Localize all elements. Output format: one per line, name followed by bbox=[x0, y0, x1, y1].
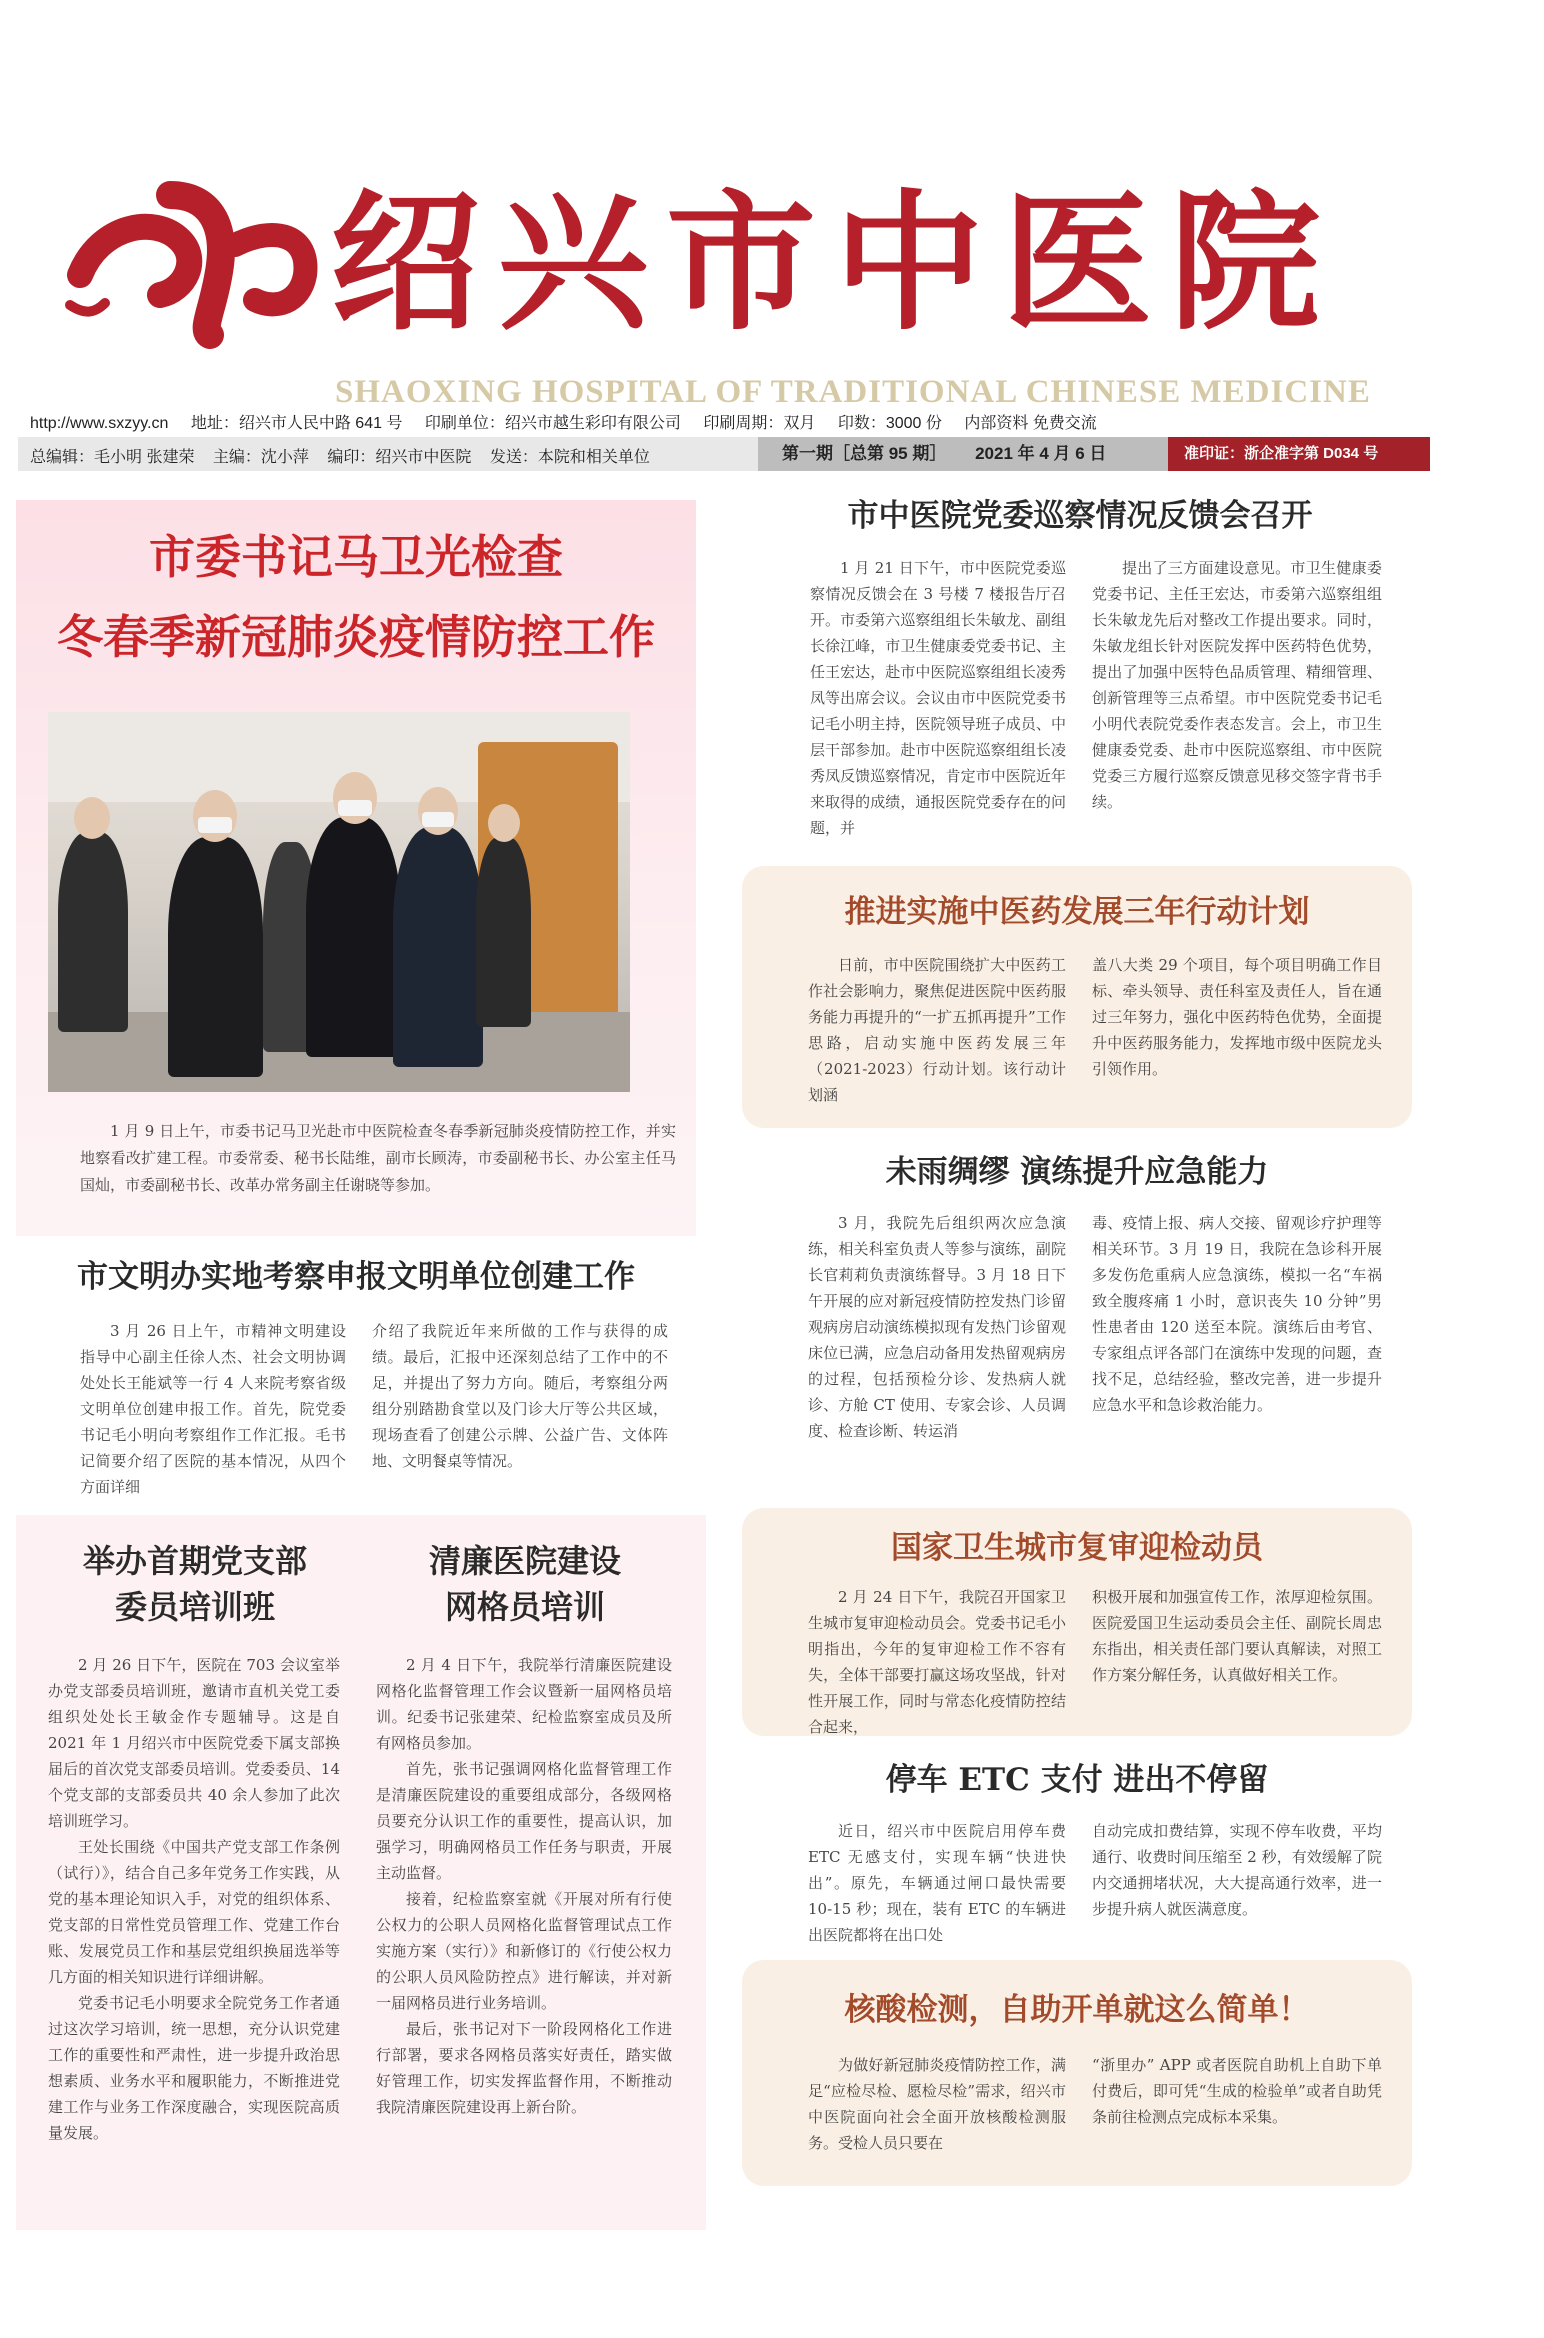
nucleic-body-col1: 为做好新冠肺炎疫情防控工作，满足“应检尽检、愿检尽检”需求，绍兴市中医院面向社会全面开放核酸检测服务。受检人员只要在 bbox=[808, 2056, 1066, 2152]
party-paragraph-2: 王处长围绕《中国共产党支部工作条例（试行）》，结合自己多年党务工作实践，从党的基本理论知识入手，对党的组织体系、党支部的日常性党员管理工作、党建工作台账、发展党员工作和基层党组织换届选举等几方面的相关知识进行详细讲解。 bbox=[48, 1838, 340, 1986]
etc-headline: 停车 ETC 支付 进出不停留 bbox=[885, 1762, 1269, 1798]
website-link[interactable]: http://www.sxzyy.cn bbox=[30, 415, 169, 432]
print-count: 印数：3000 份 bbox=[837, 415, 942, 432]
etc-body-col2: 自动完成扣费结算，实现不停车收费，平均通行、收费时间压缩至 2 秒，有效缓解了院内交通拥堵状况，大大提高通行效率，进一步提升病人就医满意度。 bbox=[1092, 1822, 1382, 1918]
hygiene-headline: 国家卫生城市复审迎检动员 bbox=[891, 1530, 1263, 1566]
lead-photo bbox=[48, 712, 630, 1092]
publication-info bbox=[30, 410, 1115, 433]
permit-number: 准印证：浙企准字第 D034 号 bbox=[1168, 437, 1430, 471]
hygiene-body-col2: 积极开展和加强宣传工作，浓厚迎检氛围。医院爱国卫生运动委员会主任、副院长周忠东指出，相关责任部门要认真解读，对照工作方案分解任务，认真做好相关工作。 bbox=[1092, 1588, 1382, 1684]
newspaper-title-english: SHAOXING HOSPITAL OF TRADITIONAL CHINESE MEDICINE bbox=[335, 374, 1371, 410]
clean-paragraph-1: 2 月 4 日下午，我院举行清廉医院建设网格化监督管理工作会议暨新一届网格员培训。纪委书记张建荣、纪检监察室成员及所有网格员参加。 bbox=[376, 1656, 672, 1752]
printer: 印刷单位：绍兴市越生彩印有限公司 bbox=[424, 415, 681, 432]
nucleic-body-col2: “浙里办” APP 或者医院自助机上自助下单付费后，即可凭“生成的检验单”或者自助凭条前往检测点完成标本采集。 bbox=[1092, 2056, 1382, 2126]
drill-headline: 未雨绸缪 演练提升应急能力 bbox=[885, 1154, 1269, 1190]
print-cycle: 印刷周期：双月 bbox=[703, 415, 816, 432]
drill-body-col1: 3 月，我院先后组织两次应急演练，相关科室负责人等参与演练，副院长官莉莉负责演练督导。3 月 18 日下午开展的应对新冠疫情防控发热门诊留观病房启动演练模拟现有发热门诊留观床位已满，应急启动备用发热留观病房的过程，包括预检分诊、发热病人就诊、方舱 CT 使用、专家会诊、人员调度、检查诊断、转运消 bbox=[808, 1214, 1066, 1440]
inspection-headline: 市中医院党委巡察情况反馈会召开 bbox=[847, 498, 1313, 534]
lead-photo-caption: 1 月 9 日上午，市委书记马卫光赴市中医院检查冬春季新冠肺炎疫情防控工作，并实地察看改扩建工程。市委常委、秘书长陆维，副市长顾涛，市委副秘书长、办公室主任马国灿，市委副秘书长、改革办常务副主任谢晓等参加。 bbox=[80, 1122, 676, 1194]
party-body bbox=[48, 1652, 340, 2146]
clean-paragraph-3: 接着，纪检监察室就《开展对所有行使公权力的公职人员网格化监督管理试点工作实施方案（实行）》和新修订的《行使公权力的公职人员风险防控点》进行解读，并对新一届网格员进行业务培训。 bbox=[376, 1890, 672, 2012]
editor: 主编：沈小萍 bbox=[212, 449, 309, 466]
clean-headline-line1: 清廉医院建设 bbox=[428, 1542, 621, 1580]
address: 地址：绍兴市人民中路 641 号 bbox=[190, 415, 403, 432]
distribution: 发送：本院和相关单位 bbox=[489, 449, 650, 466]
inspection-body-col2: 提出了三方面建设意见。市卫生健康委党委书记、主任王宏达，市委第六巡察组组长朱敏龙先后对整改工作提出要求。同时，朱敏龙组长针对医院发挥中医药特色优势，提出了加强中医特色品质管理、精细管理、创新管理等三点希望。市中医院党委书记毛小明代表院党委作表态发言。会上，市卫生健康委党委、赴市中医院巡察组、市中医院党委三方履行巡察反馈意见移交签字背书手续。 bbox=[1092, 559, 1382, 811]
compiler: 编印：绍兴市中医院 bbox=[327, 449, 472, 466]
clean-paragraph-2: 首先，张书记强调网格化监督管理工作是清廉医院建设的重要组成部分，各级网格员要充分认识工作的重要性，提高认识，加强学习，明确网格员工作任务与职责，开展主动监督。 bbox=[376, 1760, 672, 1882]
distribution-note: 内部资料 免费交流 bbox=[964, 415, 1097, 432]
chief-editor: 总编辑：毛小明 张建荣 bbox=[30, 449, 195, 466]
issue-bar bbox=[18, 437, 1430, 471]
clean-paragraph-4: 最后，张书记对下一阶段网格化工作进行部署，要求各网格员落实好责任，踏实做好管理工作，切实发挥监督作用，不断推动我院清廉医院建设再上新台阶。 bbox=[376, 2020, 672, 2116]
clean-body bbox=[376, 1652, 672, 2120]
tcm-plan-body-col2: 盖八大类 29 个项目，每个项目明确工作目标、牵头领导、责任科室及责任人，旨在通过三年努力，强化中医药特色优势，全面提升中医药服务能力，发挥地市级中医院龙头引领作用。 bbox=[1092, 956, 1382, 1078]
tcm-plan-headline: 推进实施中医药发展三年行动计划 bbox=[844, 894, 1310, 930]
hygiene-body-col1: 2 月 24 日下午，我院召开国家卫生城市复审迎检动员会。党委书记毛小明指出，今年的复审迎检工作不容有失，全体干部要打赢这场攻坚战，针对性开展工作，同时与常态化疫情防控结合起来， bbox=[808, 1588, 1066, 1736]
issue-date: 2021 年 4 月 6 日 bbox=[975, 444, 1107, 463]
party-paragraph-1: 2 月 26 日下午，医院在 703 会议室举办党支部委员培训班，邀请市直机关党工委组织处处长王敏金作专题辅导。这是自 2021 年 1 月绍兴市中医院党委下属支部换届后的首次党支部委员培训。党委委员、14 个党支部的支部委员共 40 余人参加了此次培训班学习。 bbox=[48, 1656, 340, 1830]
newspaper-title: 绍兴市中医院 bbox=[330, 175, 1339, 351]
hospital-logo bbox=[60, 185, 330, 340]
lead-headline-line2: 冬春季新冠肺炎疫情防控工作 bbox=[57, 610, 655, 664]
tcm-plan-body-col1: 日前，市中医院围绕扩大中医药工作社会影响力，聚焦促进医院中医药服务能力再提升的“一扩五抓再提升”工作思路，启动实施中医药发展三年（2021-2023）行动计划。该行动计划涵 bbox=[808, 956, 1066, 1104]
party-headline-line1: 举办首期党支部 bbox=[82, 1542, 307, 1580]
civil-headline: 市文明办实地考察申报文明单位创建工作 bbox=[77, 1259, 635, 1295]
inspection-body-col1: 1 月 21 日下午，市中医院党委巡察情况反馈会在 3 号楼 7 楼报告厅召开。市委第六巡察组组长朱敏龙、副组长徐江峰，市卫生健康委党委书记、主任王宏达，赴市中医院巡察组组长凌秀凤等出席会议。会议由市中医院党委书记毛小明主持，医院领导班子成员、中层干部参加。赴市中医院巡察组组长凌秀凤反馈巡察情况，肯定市中医院近年来取得的成绩，通报医院党委存在的问题，并 bbox=[810, 559, 1066, 837]
lead-headline-line1: 市委书记马卫光检查 bbox=[149, 530, 563, 584]
issue-number: 第一期［总第 95 期］ bbox=[782, 444, 947, 463]
civil-body-col1: 3 月 26 日上午，市精神文明建设指导中心副主任徐人杰、社会文明协调处处长王能斌等一行 4 人来院考察省级文明单位创建申报工作。首先，院党委书记毛小明向考察组作工作汇报。毛书记简要介绍了医院的基本情况，从四个方面详细 bbox=[80, 1322, 346, 1496]
party-paragraph-3: 党委书记毛小明要求全院党务工作者通过这次学习培训，统一思想，充分认识党建工作的重要性和严肃性，进一步提升政治思想素质、业务水平和履职能力，不断推进党建工作与业务工作深度融合，实现医院高质量发展。 bbox=[48, 1994, 340, 2142]
issue-info bbox=[758, 437, 1168, 471]
clean-headline-line2: 网格员培训 bbox=[444, 1588, 605, 1626]
etc-body-col1: 近日，绍兴市中医院启用停车费 ETC 无感支付，实现车辆“快进快出”。原先，车辆通过闸口最快需要 10-15 秒；现在，装有 ETC 的车辆进出医院都将在出口处 bbox=[808, 1822, 1066, 1944]
party-headline-line2: 委员培训班 bbox=[114, 1588, 275, 1626]
drill-body-col2: 毒、疫情上报、病人交接、留观诊疗护理等相关环节。3 月 19 日，我院在急诊科开展多发伤危重病人应急演练，模拟一名“车祸致全腹疼痛 1 小时，意识丧失 10 分钟”男性患者由 120 送至本院。演练后由考官、专家组点评各部门在演练中发现的问题，查找不足，总结经验，整改完善，进一步提升应急水平和急诊救治能力。 bbox=[1092, 1214, 1382, 1414]
editor-info bbox=[30, 444, 664, 467]
nucleic-headline: 核酸检测，自助开单就这么简单！ bbox=[844, 1992, 1310, 2028]
civil-body-col2: 介绍了我院近年来所做的工作与获得的成绩。最后，汇报中还深刻总结了工作中的不足，并提出了努力方向。随后，考察组分两组分别踏勘食堂以及门诊大厅等公共区域，现场查看了创建公示牌、公益广告、文体阵地、文明餐桌等情况。 bbox=[372, 1322, 668, 1470]
